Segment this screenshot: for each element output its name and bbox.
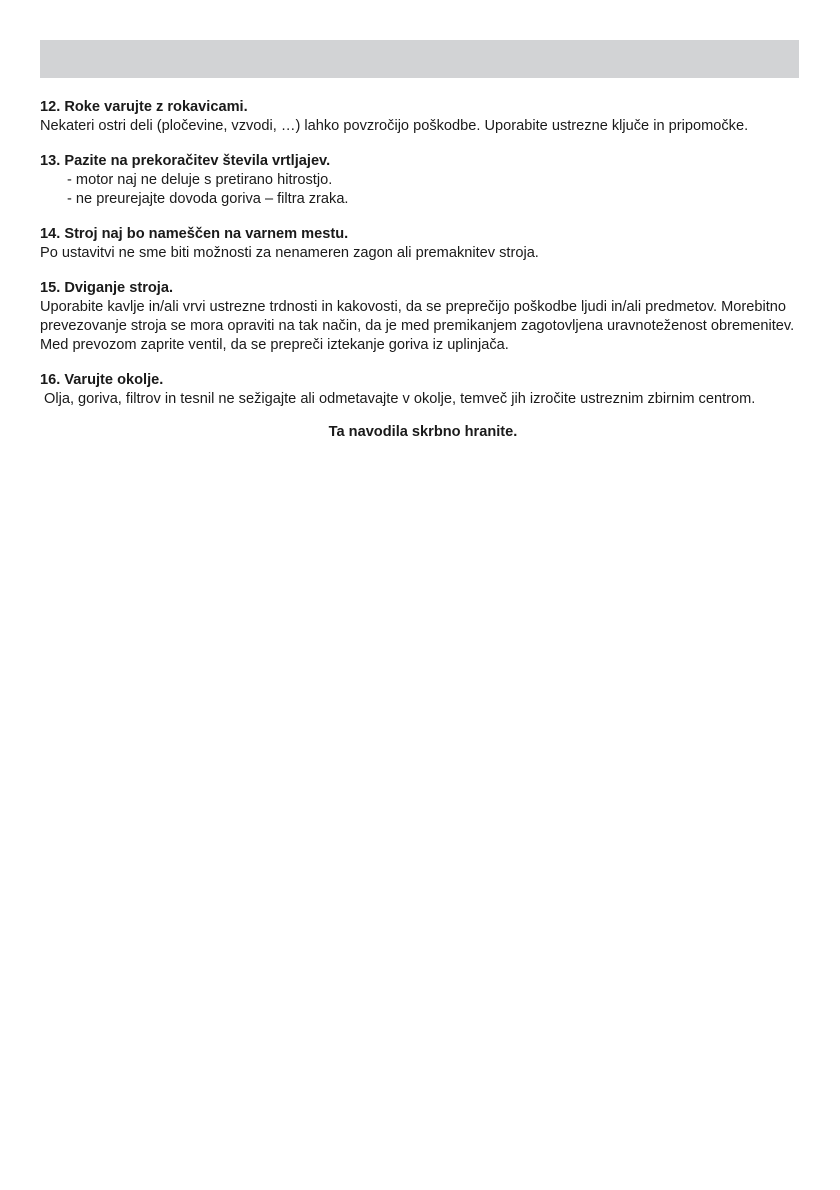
closing-note: Ta navodila skrbno hranite. [328,424,518,440]
section-text: Po ustavitvi ne sme biti možnosti za nenameren zagon ali premaknitev stroja. [40,245,539,261]
section-title: 12. Roke varujte z rokavicami. [40,99,248,115]
section-16 [40,371,800,409]
section-13 [40,152,800,209]
section-title: 14. Stroj naj bo nameščen na varnem mestu. [40,226,349,242]
list-item: - motor naj ne deluje s pretirano hitrostjo. [67,172,333,188]
section-text: Uporabite kavlje in/ali vrvi ustrezne trdnosti in kakovosti, da se preprečijo poškodbe ljudi in/ali predmetov. Morebitno prevezovanje stroja se mora opraviti na tak način, da je med premikanjem zagotovljena uravnoteženost obremenitev. Med prevozom zaprite ventil, da se prepreči iztekanje goriva iz uplinjača. [40,299,795,353]
list-item: - ne preurejajte dovoda goriva – filtra zraka. [67,191,349,207]
section-text: Nekateri ostri deli (pločevine, vzvodi, …) lahko povzročijo poškodbe. Uporabite ustrezne ključe in pripomočke. [40,118,749,134]
section-title: 13. Pazite na prekoračitev števila vrtljajev. [40,153,331,169]
section-15 [40,279,800,355]
section-title: 16. Varujte okolje. [40,372,164,388]
document-body [40,98,800,457]
section-title: 15. Dviganje stroja. [40,280,174,296]
header-bar [40,40,799,78]
section-14 [40,225,800,263]
section-12 [40,98,800,136]
section-text: Olja, goriva, filtrov in tesnil ne sežigajte ali odmetavajte v okolje, temveč jih izročite ustreznim zbirnim centrom. [44,391,756,407]
